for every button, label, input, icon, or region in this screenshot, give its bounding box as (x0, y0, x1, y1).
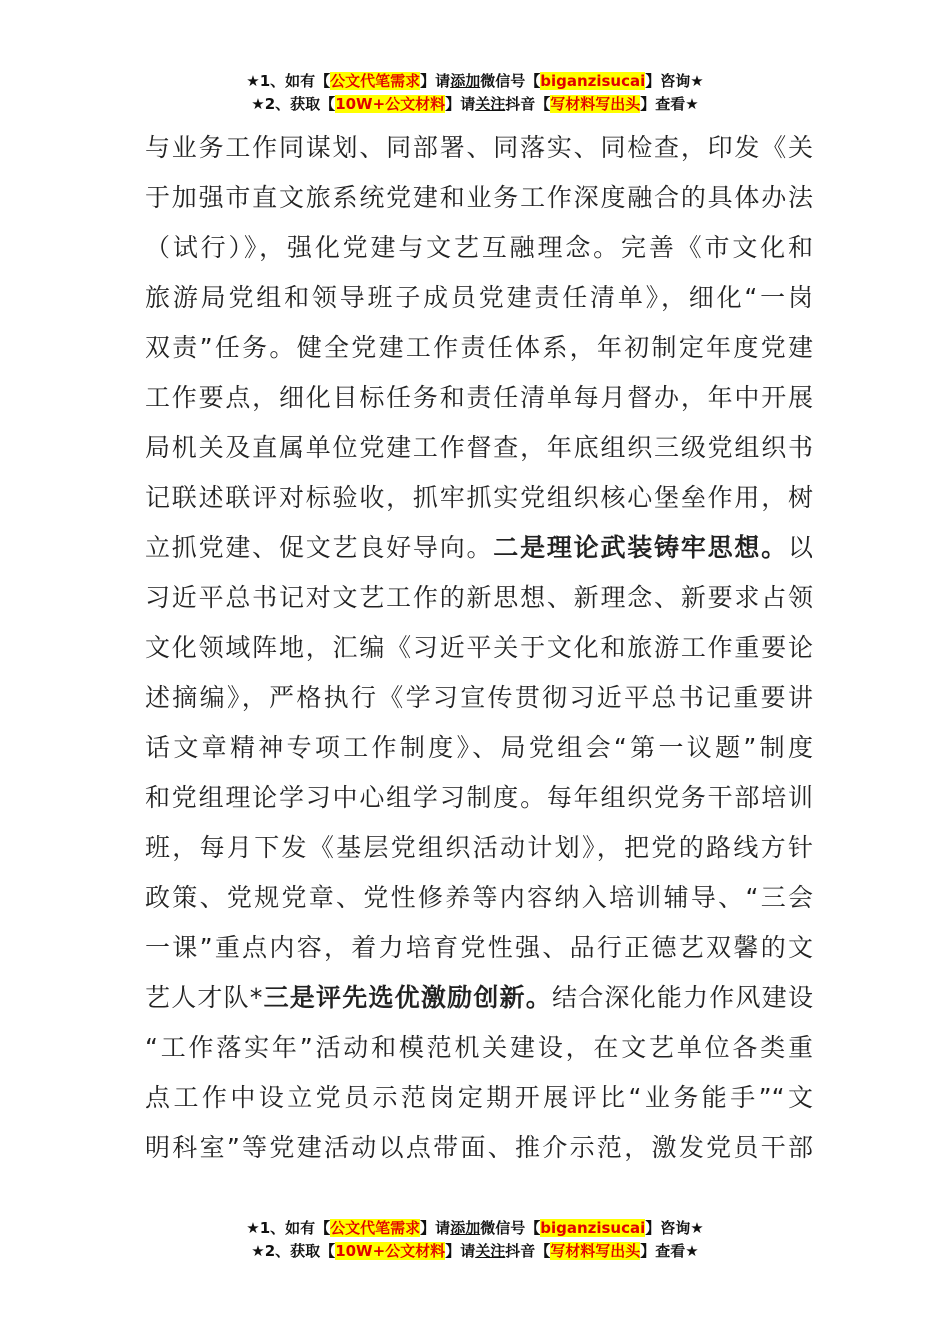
banner-line-2 (0, 1240, 950, 1263)
highlight-text: 公文代笔需求 (330, 72, 421, 90)
bold-heading-2: 二是理论武装铸牢思想。 (493, 533, 788, 562)
underlined-text: 添加 (450, 1219, 481, 1237)
text-line: 工作要点，细化目标任务和责任清单每月督办，年中开展 (145, 383, 813, 412)
text-line: “工作落实年”活动和模范机关建设，在文艺单位各类重 (145, 1033, 813, 1062)
banner-line-1 (0, 1217, 950, 1240)
text-line: 一课”重点内容，着力培育党性强、品行正德艺双馨的文 (145, 933, 813, 962)
text-line: 习近平总书记对文艺工作的新思想、新理念、新要求占领 (145, 583, 813, 612)
highlight-text: 10W+公文材料 (335, 1242, 446, 1260)
banner-line-2 (0, 93, 950, 116)
text-run: 结合深化能力作风建设 (552, 983, 813, 1012)
banner-text: 】请 (445, 95, 476, 113)
banner-text: ★2、获取【 (251, 95, 336, 113)
underlined-text: 关注 (475, 95, 506, 113)
banner-text: 抖音【 (505, 95, 551, 113)
banner-text: 】咨询★ (645, 72, 704, 90)
wechat-id: biganzisucai (540, 1219, 646, 1237)
text-line (145, 523, 813, 573)
text-line: 旅游局党组和领导班子成员党建责任清单》，细化“一岗 (145, 283, 813, 312)
douyin-name: 写材料写出头 (550, 95, 641, 113)
banner-text: 】查看★ (640, 1242, 699, 1260)
banner-text: ★1、如有【 (246, 1219, 331, 1237)
bold-heading-3: 三是评先选优激励创新。 (262, 983, 552, 1012)
text-line: 话文章精神专项工作制度》、局党组会“第一议题”制度 (145, 733, 813, 762)
text-line: 明科室”等党建活动以点带面、推介示范，激发党员干部 (145, 1133, 813, 1162)
text-line: （试行）》，强化党建与文艺互融理念。完善《市文化和 (145, 233, 813, 262)
text-line: 述摘编》，严格执行《学习宣传贯彻习近平总书记重要讲 (145, 683, 813, 712)
banner-text: 】请 (445, 1242, 476, 1260)
banner-text: 】请 (420, 72, 451, 90)
text-line: 双责”任务。健全党建工作责任体系，年初制定年度党建 (145, 333, 813, 362)
text-line: 局机关及直属单位党建工作督查，年底组织三级党组织书 (145, 433, 813, 462)
text-line: 班，每月下发《基层党组织活动计划》，把党的路线方针 (145, 833, 813, 862)
text-run: 立抓党建、促文艺良好导向。 (145, 533, 494, 562)
text-line: 文化领域阵地，汇编《习近平关于文化和旅游工作重要论 (145, 633, 813, 662)
header-banner (0, 70, 950, 116)
document-body (145, 123, 813, 1173)
banner-text: 】请 (420, 1219, 451, 1237)
text-line: 政策、党规党章、党性修养等内容纳入培训辅导、“三会 (145, 883, 813, 912)
banner-text: ★1、如有【 (246, 72, 331, 90)
banner-line-1 (0, 70, 950, 93)
text-line: 和党组理论学习中心组学习制度。每年组织党务干部培训 (145, 783, 813, 812)
banner-text: 微信号【 (480, 1219, 541, 1237)
wechat-id: biganzisucai (540, 72, 646, 90)
banner-text: 抖音【 (505, 1242, 551, 1260)
underlined-text: 关注 (475, 1242, 506, 1260)
text-run: 以 (787, 533, 813, 562)
text-line (145, 973, 813, 1023)
text-run: 艺人才队* (145, 983, 263, 1012)
text-line: 点工作中设立党员示范岗定期开展评比“业务能手”“文 (145, 1083, 813, 1112)
highlight-text: 10W+公文材料 (335, 95, 446, 113)
highlight-text: 公文代笔需求 (330, 1219, 421, 1237)
banner-text: 微信号【 (480, 72, 541, 90)
banner-text: ★2、获取【 (251, 1242, 336, 1260)
douyin-name: 写材料写出头 (550, 1242, 641, 1260)
text-line: 于加强市直文旅系统党建和业务工作深度融合的具体办法 (145, 183, 813, 212)
underlined-text: 添加 (450, 72, 481, 90)
footer-banner (0, 1217, 950, 1263)
banner-text: 】咨询★ (645, 1219, 704, 1237)
text-line: 记联述联评对标验收，抓牢抓实党组织核心堡垒作用，树 (145, 483, 813, 512)
banner-text: 】查看★ (640, 95, 699, 113)
text-line: 与业务工作同谋划、同部署、同落实、同检查，印发《关 (145, 133, 813, 162)
